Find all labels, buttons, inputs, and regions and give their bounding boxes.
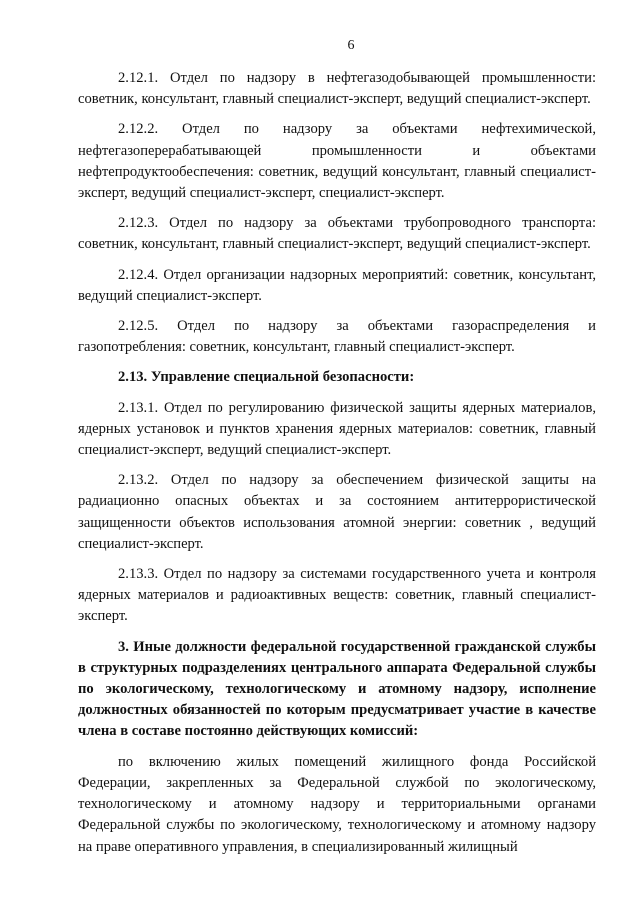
page-number: 6 bbox=[347, 38, 355, 53]
paragraph-2-13-3: 2.13.3. Отдел по надзору за системами государственного учета и контроля ядерных материалов и радиоактивных веществ: советник, главный специалист-эксперт. bbox=[78, 566, 596, 625]
paragraph-2-12-4: 2.12.4. Отдел организации надзорных мероприятий: советник, консультант, ведущий специалист-эксперт. bbox=[78, 266, 596, 304]
paragraph-2-12-3: 2.12.3. Отдел по надзору за объектами трубопроводного транспорта: советник, консультант, главный специалист-эксперт, ведущий специалист-эксперт. bbox=[78, 215, 596, 253]
paragraph-2-12-1: 2.12.1. Отдел по надзору в нефтегазодобывающей промышленности: советник, консультант, главный специалист-эксперт, ведущий специалист-эксперт. bbox=[78, 70, 596, 108]
paragraph-final: по включению жилых помещений жилищного фонда Российской Федерации, закрепленных за Федеральной службой по экологическому, технологическому и атомному надзору и территориальными органами Федеральной службы по экологическому, технологическому и атомному надзору на праве оперативного управления, в специализированный жилищный bbox=[78, 753, 596, 855]
paragraph-2-12-2: 2.12.2. Отдел по надзору за объектами нефтехимической, нефтегазоперерабатывающей промышленности и объектами нефтепродуктообеспечения: советник, ведущий консультант, главный специалист-эксперт, ведущий специалист-эксперт, специалист-эксперт. bbox=[78, 121, 596, 202]
paragraph-2-12-5: 2.12.5. Отдел по надзору за объектами газораспределения и газопотребления: советник, консультант, главный специалист-эксперт. bbox=[78, 318, 596, 356]
paragraph-2-13-2: 2.13.2. Отдел по надзору за обеспечением физической защиты на радиационно опасных объектах и за состоянием антитеррористической защищенности объектов использования атомной энергии: советник , ведущий специалист-эксперт. bbox=[78, 472, 596, 552]
section-3-heading: 3. Иные должности федеральной государственной гражданской службы в структурных подразделениях центрального аппарата Федеральной службы по экологическому, технологическому и атомному надзору, исполнение должностных обязанностей по которым предусматривает участие в качестве члена в составе постоянно действующих комиссий: bbox=[78, 638, 596, 740]
paragraph-2-13-1: 2.13.1. Отдел по регулированию физической защиты ядерных материалов, ядерных установок и пунктов хранения ядерных материалов: советник, главный специалист-эксперт, ведущий специалист-эксперт. bbox=[78, 399, 596, 459]
heading-2-13: 2.13. Управление специальной безопасности: bbox=[118, 369, 415, 386]
